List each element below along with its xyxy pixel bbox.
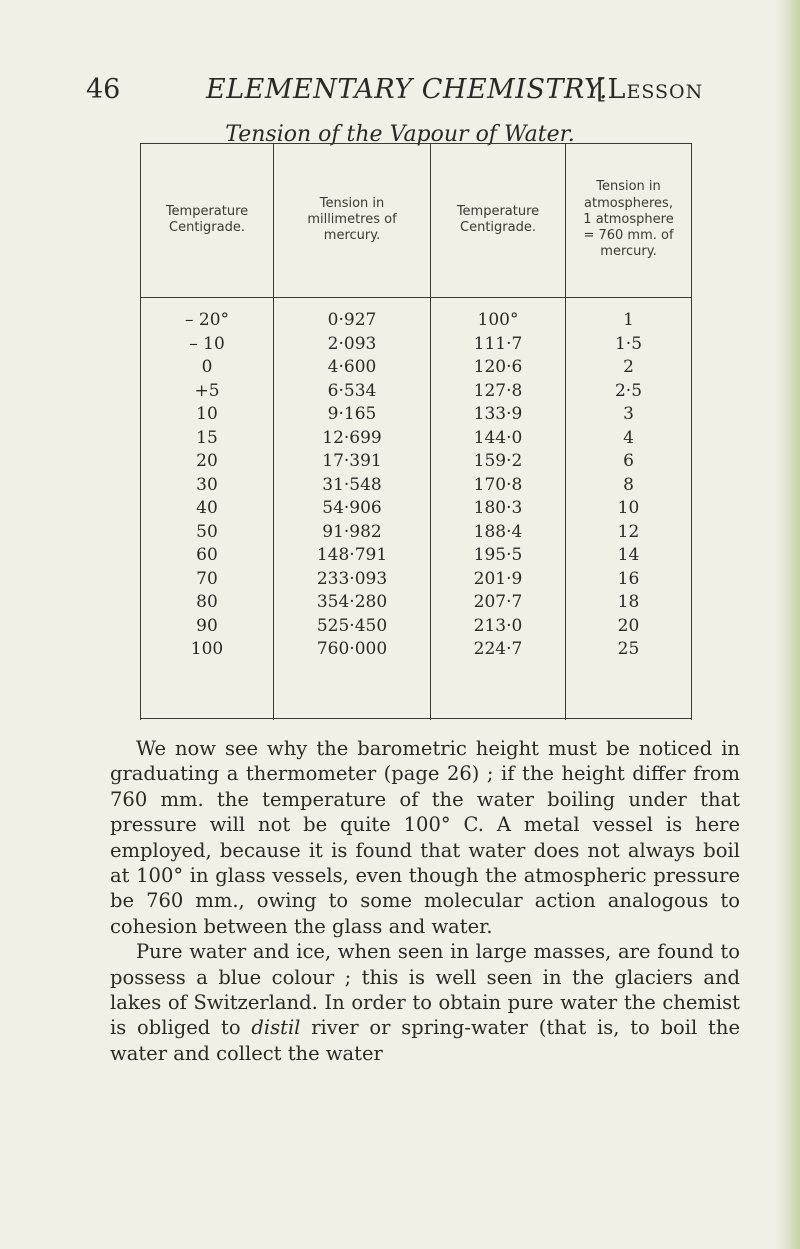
italic-distil: distil — [251, 1016, 301, 1040]
header-line: mercury. — [323, 228, 381, 244]
table-cell: 148·791 — [316, 545, 388, 565]
table-cell: 60 — [196, 545, 218, 565]
table-cell: 9·165 — [327, 404, 377, 424]
table-cell: 18 — [617, 592, 640, 612]
table-cell: 224·7 — [473, 639, 523, 659]
table-cell: 213·0 — [473, 615, 523, 636]
header-line: Tension in — [596, 179, 661, 195]
header-tension-atm — [566, 143, 691, 297]
table-cell: 91·982 — [322, 521, 382, 542]
table-cell: 1 — [623, 310, 634, 330]
table-cell: 1·5 — [614, 333, 643, 354]
text-run: Pure water and ice, when seen in large masses, are found to possess a blue colour ; this is well seen in the glaciers and lakes of Switzerland. In order to obtain pure water the chemist is obliged to — [110, 940, 740, 1040]
header-line: atmospheres, — [584, 195, 673, 211]
table-cell: 16 — [617, 568, 640, 589]
table-cell: 127·8 — [473, 380, 523, 401]
page-number: 46 — [86, 74, 121, 105]
table-cell: 525·450 — [316, 615, 388, 636]
paragraph-barometric: We now see why the barometric height must be noticed in graduating a thermometer (page 26) ; if the height differ from 760 mm. the temperature of the water boiling under that pressure will not be quite 100° C. A metal vessel is here employed, because it is found that water does not always boil at 100° in glass vessels, even though the atmospheric pressure be 760 mm., owing to some molecular action analogous to cohesion between the glass and water. — [110, 737, 740, 938]
column-temperature-right — [431, 309, 565, 662]
column-tension-mm — [274, 309, 430, 662]
table-cell: 31·548 — [322, 474, 382, 495]
table-cell: 90 — [196, 615, 218, 636]
table-cell: 15 — [196, 427, 218, 448]
header-line: Tension in — [319, 195, 385, 211]
paragraph-pure-water — [110, 939, 740, 1066]
table-cell: 3 — [623, 404, 634, 424]
table-cell: 20 — [617, 615, 640, 636]
vapour-tension-table — [140, 143, 692, 720]
header-line: mercury. — [600, 244, 657, 260]
table-cell: 120·6 — [473, 357, 523, 377]
table-cell: – 20° — [184, 310, 230, 330]
running-title: ELEMENTARY CHEMISTRY. — [206, 74, 608, 105]
table-cell: 100 — [190, 639, 224, 659]
table-cell: 170·8 — [473, 474, 523, 495]
table-cell: 70 — [196, 568, 218, 589]
header-line: Centigrade. — [169, 220, 245, 235]
table-cell: +5 — [194, 380, 220, 401]
page-header — [86, 74, 746, 114]
header-line: Centigrade. — [460, 220, 536, 235]
table-cell: 2·5 — [614, 380, 643, 401]
table-cell: 207·7 — [473, 592, 523, 612]
table-cell: 133·9 — [473, 404, 523, 424]
header-line: Temperature — [456, 203, 540, 219]
header-line: Temperature — [165, 203, 249, 219]
table-cell: 760·000 — [316, 639, 388, 659]
table-cell: 50 — [196, 521, 218, 542]
table-cell: 40 — [196, 498, 218, 518]
table-cell: 20 — [196, 451, 218, 471]
table-cell: 6·534 — [327, 380, 377, 401]
table-cell: 2·093 — [327, 333, 377, 354]
page-edge — [776, 0, 800, 1249]
header-line: 1 atmosphere — [583, 211, 674, 227]
table-cell: 30 — [196, 474, 218, 495]
table-cell: 0·927 — [327, 310, 377, 330]
header-temperature-left — [141, 143, 273, 297]
lesson-label: [Lesson — [596, 74, 704, 105]
table-cell: 2 — [623, 357, 634, 377]
table-cell: 6 — [623, 451, 634, 471]
table-cell: 17·391 — [322, 451, 382, 471]
table-cell: 4·600 — [327, 357, 377, 377]
table-cell: 195·5 — [473, 545, 523, 565]
table-cell: 10 — [196, 404, 218, 424]
column-tension-atm — [566, 309, 691, 662]
table-cell: 144·0 — [473, 427, 523, 448]
table-cell: 10 — [617, 498, 640, 518]
header-line: = 760 mm. of — [583, 228, 674, 244]
table-cell: 12 — [617, 521, 640, 542]
table-cell: 111·7 — [473, 333, 523, 354]
table-cell: 25 — [617, 639, 640, 659]
table-cell: 14 — [617, 545, 640, 565]
column-temperature-left — [141, 309, 273, 662]
table-cell: 12·699 — [322, 427, 382, 448]
table-cell: 4 — [623, 427, 634, 448]
text-run: river or spring-water (that is, to boil the water and collect the water — [110, 1016, 740, 1065]
table-cell: – 10 — [189, 333, 225, 354]
table-title: Tension of the Vapour of Water. — [225, 122, 575, 147]
header-tension-mm — [274, 143, 430, 297]
table-cell: 54·906 — [322, 498, 382, 518]
table-cell: 233·093 — [316, 568, 388, 589]
body-text — [110, 736, 740, 1066]
header-line: millimetres of — [307, 211, 397, 227]
table-cell: 201·9 — [473, 568, 523, 589]
table-bottom-rule — [141, 718, 691, 719]
table-header-rule — [141, 297, 691, 298]
header-temperature-right — [431, 143, 565, 297]
table-cell: 0 — [201, 357, 213, 377]
table-cell: 180·3 — [473, 498, 523, 518]
table-cell: 188·4 — [473, 521, 523, 542]
table-cell: 159·2 — [473, 451, 523, 471]
table-cell: 80 — [196, 592, 218, 612]
table-cell: 100° — [477, 310, 519, 330]
table-cell: 8 — [623, 474, 634, 495]
table-cell: 354·280 — [316, 592, 388, 612]
